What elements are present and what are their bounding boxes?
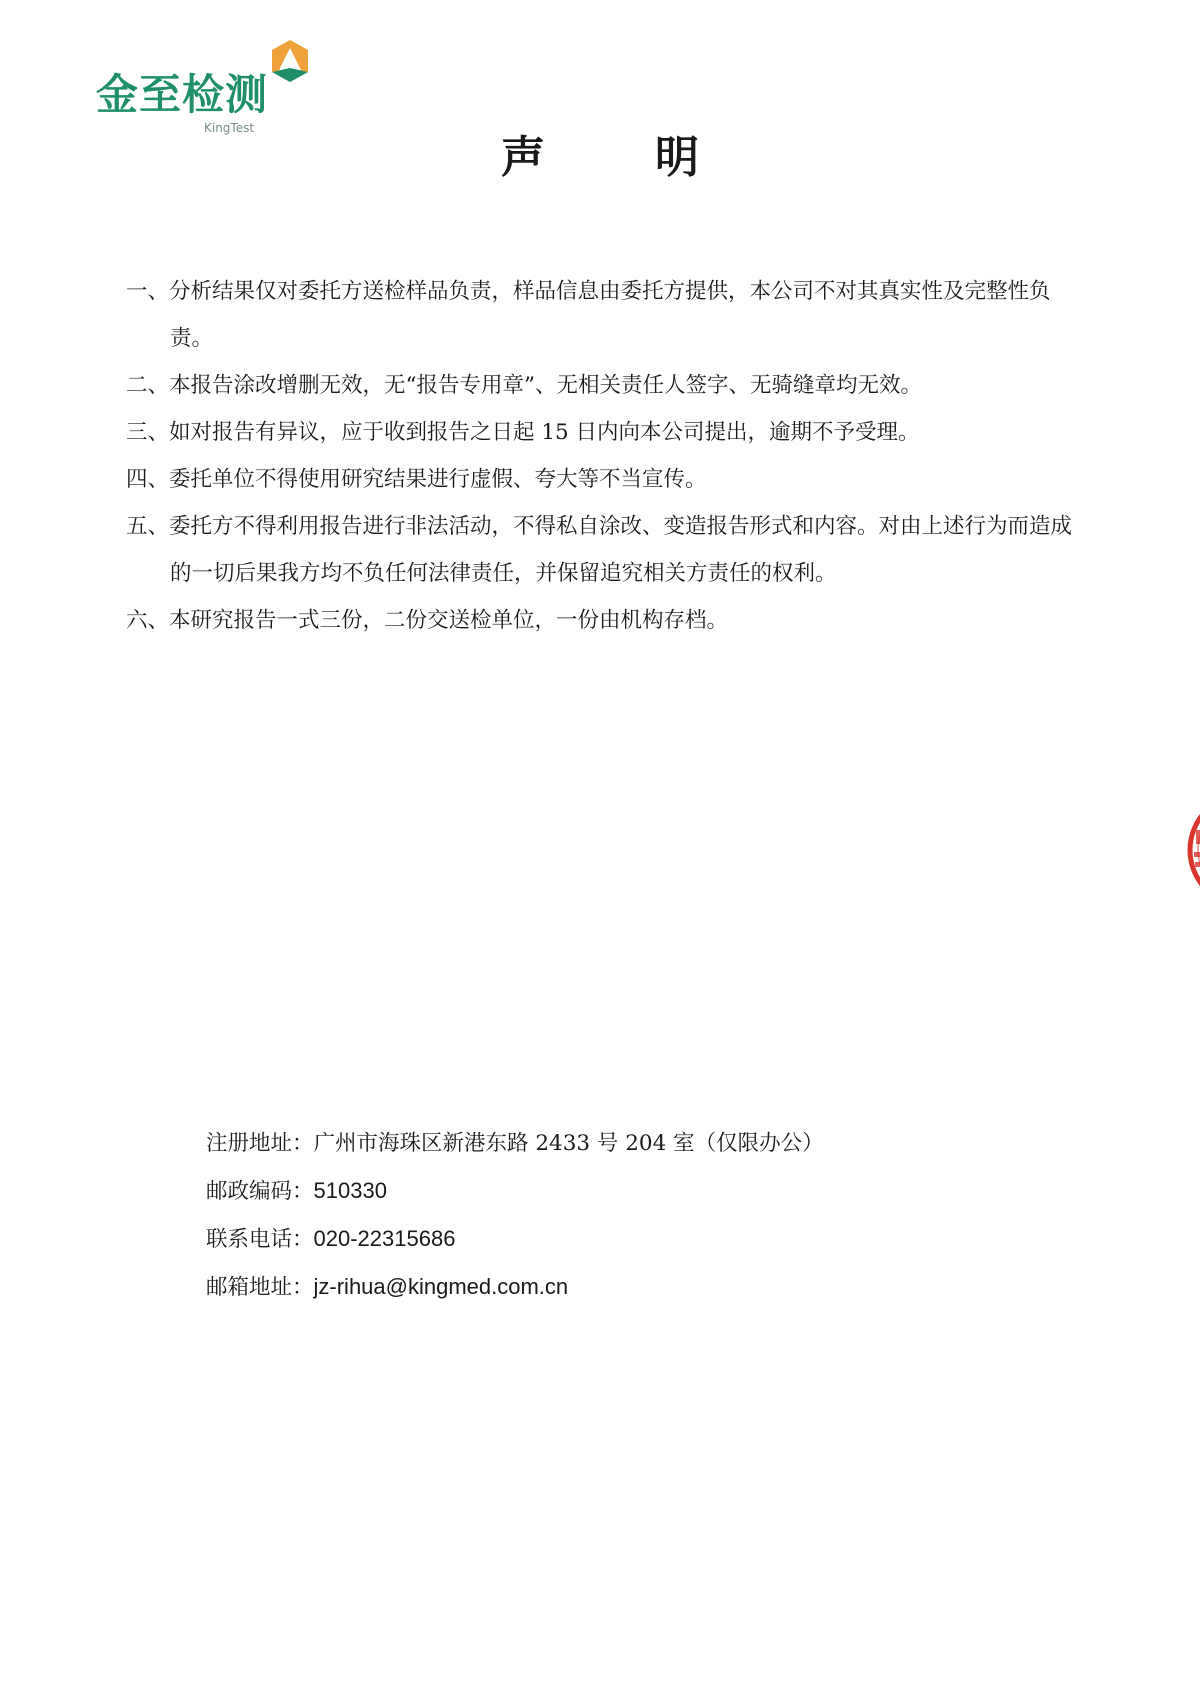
logo-hexagon-icon <box>266 38 314 86</box>
contact-phone-row <box>206 1215 824 1263</box>
clause-6: 六、本研究报告一式三份，二份交送检单位，一份由机构存档。 <box>126 608 729 633</box>
phone-value: 020-22315686 <box>313 1226 456 1251</box>
company-logo <box>96 38 316 138</box>
seal-stamp-edge <box>1182 790 1200 910</box>
clause-1: 一、分析结果仅对委托方送检样品负责，样品信息由委托方提供，本公司不对其真实性及完整性负责。 <box>126 279 1051 351</box>
postcode-value: 510330 <box>313 1178 387 1203</box>
clause-5: 五、委托方不得利用报告进行非法活动，不得私自涂改、变造报告形式和内容。对由上述行为而造成的一切后果我方均不负任何法律责任，并保留追究相关方责任的权利。 <box>126 514 1073 586</box>
address-value: 广州市海珠区新港东路 2433 号 204 室（仅限办公） <box>313 1131 824 1156</box>
page-title <box>0 132 1200 185</box>
clause-4: 四、委托单位不得使用研究结果进行虚假、夸大等不当宣传。 <box>126 467 707 492</box>
contact-email-row <box>206 1263 824 1311</box>
contact-block <box>206 1120 824 1311</box>
logo-subtitle: KingTest <box>204 121 255 135</box>
title-char-right: 明 <box>655 132 699 183</box>
declaration-clauses <box>126 268 1086 644</box>
phone-label: 联系电话： <box>206 1227 314 1252</box>
address-label: 注册地址： <box>206 1131 314 1156</box>
postcode-label: 邮政编码： <box>206 1179 314 1204</box>
clause-2: 二、本报告涂改增删无效，无“报告专用章”、无相关责任人签字、无骑缝章均无效。 <box>126 373 922 398</box>
contact-address-row <box>206 1120 824 1167</box>
email-value: jz-rihua@kingmed.com.cn <box>313 1274 569 1299</box>
clause-3: 三、如对报告有异议，应于收到报告之日起 15 日内向本公司提出，逾期不予受理。 <box>126 420 920 445</box>
title-char-left: 声 <box>501 132 545 183</box>
contact-postcode-row <box>206 1167 824 1215</box>
logo-name: 金至检测 <box>96 70 269 119</box>
email-label: 邮箱地址： <box>206 1275 314 1300</box>
